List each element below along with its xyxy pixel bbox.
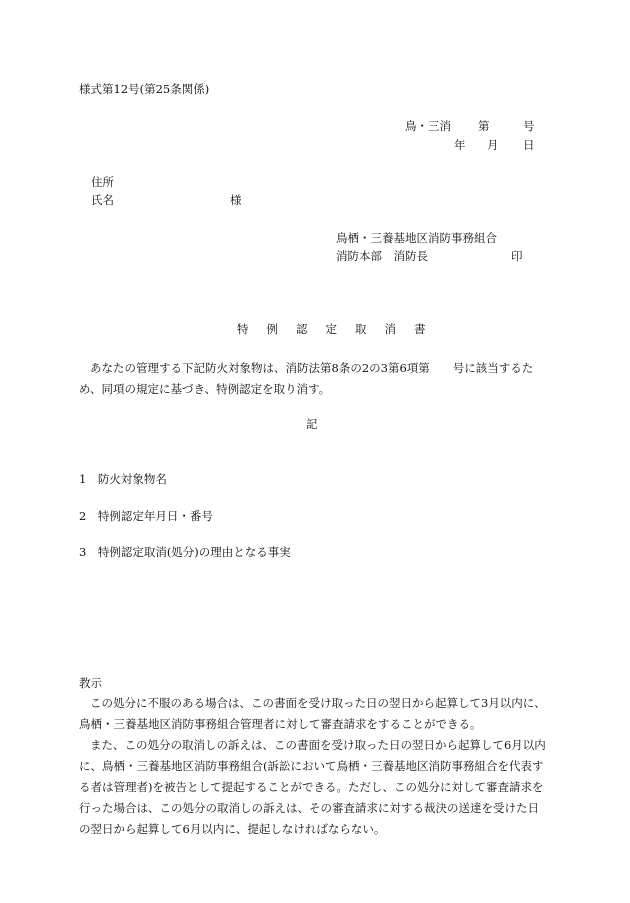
list-item: 3 特例認定取消(処分)の理由となる事実	[79, 545, 291, 559]
ki-heading: 記	[306, 417, 318, 431]
notice-paragraph: この処分に不服のある場合は、この書面を受け取った日の翌日から起算して3月以内に、鳥栖・三養基地区消防事務組合管理者に対して審査請求をすることができる。	[79, 696, 546, 731]
notice-heading: 教示	[79, 676, 102, 690]
document-title: 特例認定取消書	[237, 322, 444, 336]
issuer-officer: 消防本部 消防長	[336, 249, 428, 263]
notice-paragraph: また、この処分の取消しの訴えは、この書面を受け取った日の翌日から起算して6月以内に、鳥栖・三養基地区消防事務組合(訴訟において鳥栖・三養基地区消防事務組合を代表する者は管理者)を被告として提起することができる。ただし、この処分に対して審査請求を行った場合は、この処分の取消しの訴えは、その審査請求に対する裁決の送達を受けた日の翌日から起算して6月以内に、提起しなければならない。	[79, 738, 546, 836]
recipient-name-label: 氏名	[91, 193, 114, 207]
issuer-seal: 印	[511, 249, 523, 263]
issuer-org: 鳥栖・三養基地区消防事務組合	[336, 231, 497, 245]
list-item: 1 防火対象物名	[79, 472, 167, 486]
list-item: 2 特例認定年月日・番号	[79, 509, 213, 523]
body-text: あなたの管理する下記防火対象物は、消防法第8条の2の3第6項第 号に該当するため、同項の規定に基づき、特例認定を取り消す。	[79, 361, 534, 396]
doc-number-prefix: 鳥・三消	[405, 119, 451, 133]
doc-number-go: 号	[523, 119, 535, 133]
date-day: 日	[523, 138, 535, 152]
form-number: 様式第12号(第25条関係)	[79, 82, 210, 96]
date-year: 年	[454, 138, 466, 152]
doc-number-dai: 第	[478, 119, 490, 133]
recipient-honorific: 様	[230, 193, 242, 207]
date-month: 月	[487, 138, 499, 152]
recipient-address-label: 住所	[91, 175, 114, 189]
